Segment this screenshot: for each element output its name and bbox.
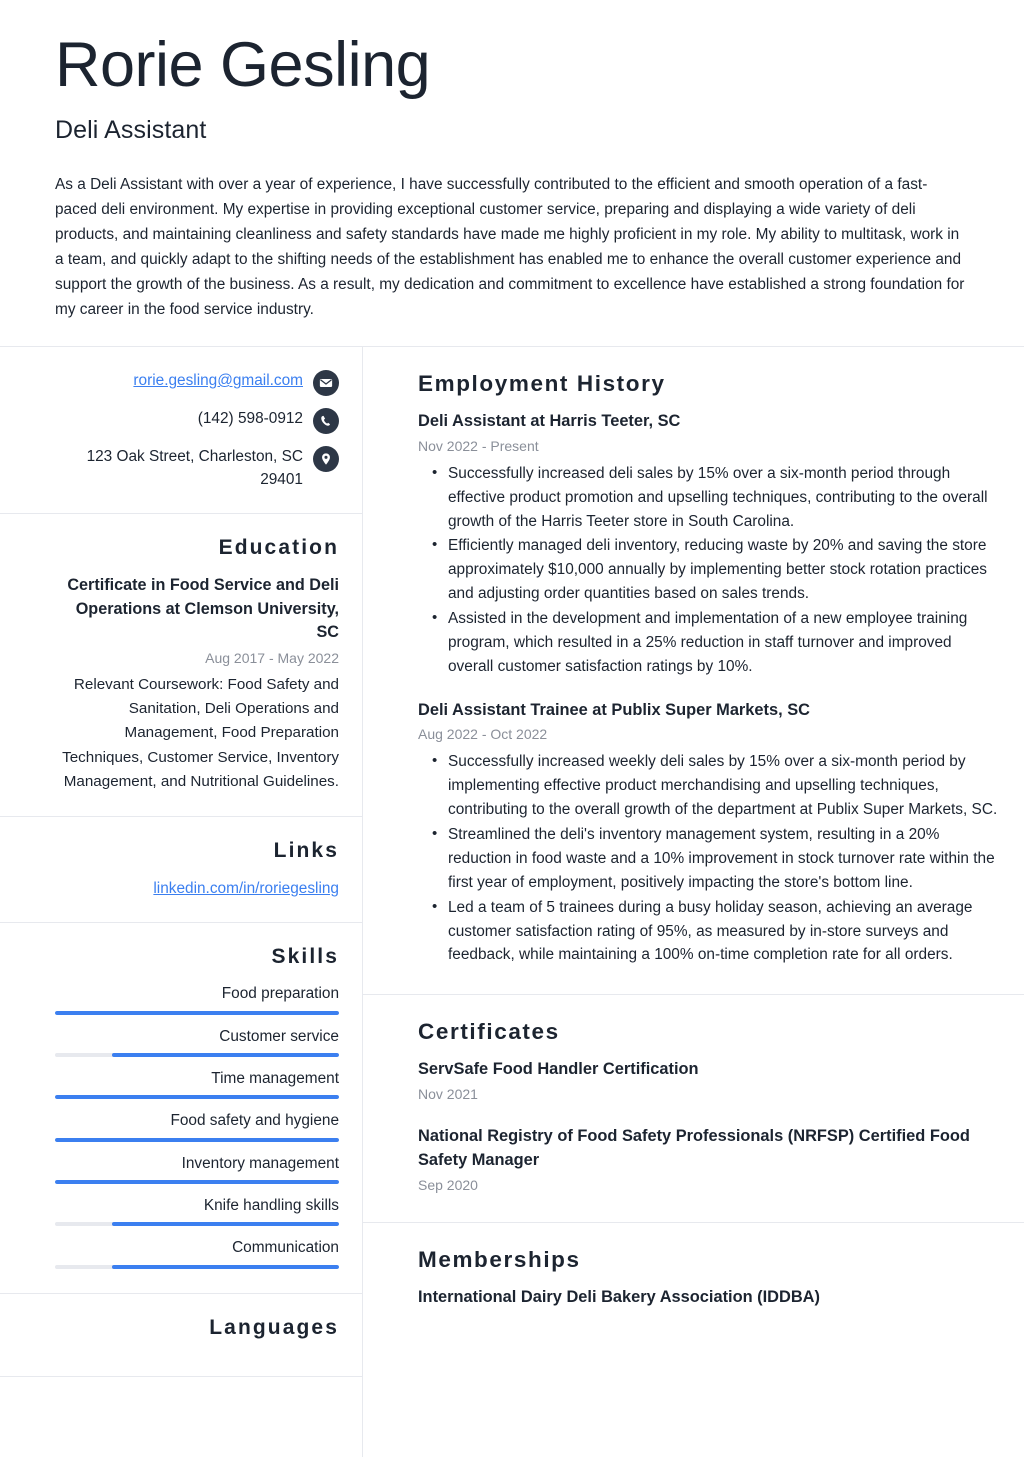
skill-label: Time management <box>211 1070 339 1088</box>
contact-row-address <box>55 445 339 491</box>
memberships-section <box>363 1223 1024 1336</box>
skill-item <box>55 1195 339 1226</box>
skill-level-fill <box>55 1138 339 1142</box>
employment-bullet: • Streamlined the deli's inventory management system, resulting in a 20% reduction in food waste and a 10% improvement in stock turnover rate within the first year of employment, positively impacting the store's bottom line. <box>448 823 999 895</box>
employment-entries <box>418 410 999 967</box>
membership-title: International Dairy Deli Bakery Association (IDDBA) <box>418 1287 820 1306</box>
phone-number: (142) 598-0912 <box>197 410 303 428</box>
skill-level-fill <box>55 1180 339 1184</box>
certificate-entry <box>418 1125 999 1196</box>
employment-entry <box>418 699 999 968</box>
employment-entry-bullets <box>418 750 999 967</box>
contact-section <box>0 347 362 514</box>
links-section <box>0 817 362 923</box>
skill-level-bar <box>55 1138 339 1142</box>
employment-entry <box>418 410 999 679</box>
employment-entry-title: Deli Assistant Trainee at Publix Super Markets, SC <box>418 700 810 719</box>
professional-summary: As a Deli Assistant with over a year of experience, I have successfully contributed to the efficient and smooth operation of a fast-paced deli environment. My expertise in providing exceptional customer service, preparing and displaying a wide variety of deli products, and maintaining cleanliness and safety standards have made me highly proficient in my role. My ability to multitask, work in a team, and quickly adapt to the shifting needs of the establishment has enabled me to enhance the overall customer experience and support the growth of the business. As a result, my dedication and commitment to excellence have established a strong foundation for my career in the food service industry. <box>55 176 965 319</box>
contact-row-email[interactable] <box>55 369 339 396</box>
skill-level-bar <box>55 1053 339 1057</box>
sidebar <box>0 347 363 1457</box>
languages-section <box>0 1294 362 1377</box>
skill-label: Knife handling skills <box>203 1197 339 1215</box>
linkedin-link[interactable]: linkedin.com/in/roriegesling <box>153 880 339 898</box>
skill-level-bar <box>55 1265 339 1269</box>
main-column <box>363 347 1024 1335</box>
contact-row-phone <box>55 407 339 434</box>
certificate-entries <box>418 1058 999 1195</box>
employment-entry-date: Nov 2022 - Present <box>418 437 539 454</box>
skill-level-bar <box>55 1222 339 1226</box>
skill-item <box>55 1068 339 1099</box>
skill-item <box>55 1153 339 1184</box>
envelope-icon <box>313 370 339 396</box>
certificates-section <box>363 995 1024 1222</box>
skill-item <box>55 1026 339 1057</box>
link-item[interactable] <box>55 877 339 900</box>
skill-level-bar <box>55 1095 339 1099</box>
skills-list <box>55 983 339 1268</box>
skill-item <box>55 1237 339 1268</box>
page-title: Rorie Gesling <box>55 30 431 100</box>
skill-label: Food safety and hygiene <box>170 1112 339 1130</box>
education-entry <box>55 574 339 794</box>
employment-bullet: • Assisted in the development and implementation of a new employee training program, which resulted in a 25% reduction in staff turnover and improved overall customer satisfaction ratings by 10%. <box>448 607 999 679</box>
certificate-date: Sep 2020 <box>418 1176 478 1193</box>
skill-level-fill <box>112 1265 339 1269</box>
email-link[interactable]: rorie.gesling@gmail.com <box>133 372 303 390</box>
languages-heading: Languages <box>209 1315 339 1339</box>
skill-label: Customer service <box>219 1027 339 1045</box>
skill-label: Inventory management <box>181 1154 339 1172</box>
education-heading: Education <box>218 536 339 560</box>
employment-history-heading: Employment History <box>418 371 666 397</box>
skill-level-bar <box>55 1180 339 1184</box>
links-heading: Links <box>273 839 339 863</box>
phone-icon <box>313 408 339 434</box>
employment-history-section <box>363 347 1024 995</box>
skill-label: Communication <box>232 1239 339 1257</box>
membership-entries <box>418 1286 999 1310</box>
skill-level-fill <box>55 1011 339 1015</box>
employment-entry-title: Deli Assistant at Harris Teeter, SC <box>418 412 681 431</box>
memberships-heading: Memberships <box>418 1246 581 1272</box>
employment-bullet: • Led a team of 5 trainees during a busy holiday season, achieving an average customer satisfaction rating of 95%, as measured by in-store surveys and feedback, while maintaining a 100% on-time completion rate for all orders. <box>448 896 999 968</box>
location-pin-icon <box>313 446 339 472</box>
education-date: Aug 2017 - May 2022 <box>205 649 339 666</box>
address-text: 123 Oak Street, Charleston, SC 29401 <box>86 448 303 489</box>
certificates-heading: Certificates <box>418 1019 560 1045</box>
certificate-date: Nov 2021 <box>418 1086 478 1103</box>
skill-label: Food preparation <box>221 985 339 1003</box>
employment-entry-bullets <box>418 462 999 679</box>
skill-level-fill <box>112 1053 339 1057</box>
job-title: Deli Assistant <box>55 116 207 145</box>
education-section <box>0 514 362 817</box>
employment-bullet: • Successfully increased deli sales by 15% over a six-month period through effective product promotion and upselling techniques, contributing to the overall growth of the Harris Teeter store in South Carolina. <box>448 462 999 534</box>
employment-bullet: • Successfully increased weekly deli sales by 15% over a six-month period by implementing effective product merchandising and upselling techniques, contributing to the overall growth of the department at Publix Super Markets, SC. <box>448 750 999 822</box>
education-title: Certificate in Food Service and Deli Operations at Clemson University, SC <box>67 576 339 642</box>
resume-header <box>0 0 1024 323</box>
skill-level-bar <box>55 1011 339 1015</box>
skills-heading: Skills <box>271 945 339 969</box>
employment-bullet: • Efficiently managed deli inventory, reducing waste by 20% and saving the store approximately $10,000 annually by implementing better stock rotation practices and adjusting order quantities based on sales trends. <box>448 534 999 606</box>
employment-entry-date: Aug 2022 - Oct 2022 <box>418 726 548 743</box>
skill-level-fill <box>55 1095 339 1099</box>
resume-body <box>0 347 1024 1457</box>
certificate-title: National Registry of Food Safety Professionals (NRFSP) Certified Food Safety Manager <box>418 1127 970 1169</box>
skills-section <box>0 923 362 1293</box>
education-description: Relevant Coursework: Food Safety and Sanitation, Deli Operations and Management, Food Preparation Techniques, Customer Service, Inventory Management, and Nutritional Guidelines. <box>62 675 339 790</box>
membership-entry <box>418 1286 999 1310</box>
skill-item <box>55 983 339 1014</box>
skill-level-fill <box>112 1222 339 1226</box>
certificate-entry <box>418 1058 999 1105</box>
certificate-title: ServSafe Food Handler Certification <box>418 1060 699 1079</box>
skill-item <box>55 1110 339 1141</box>
